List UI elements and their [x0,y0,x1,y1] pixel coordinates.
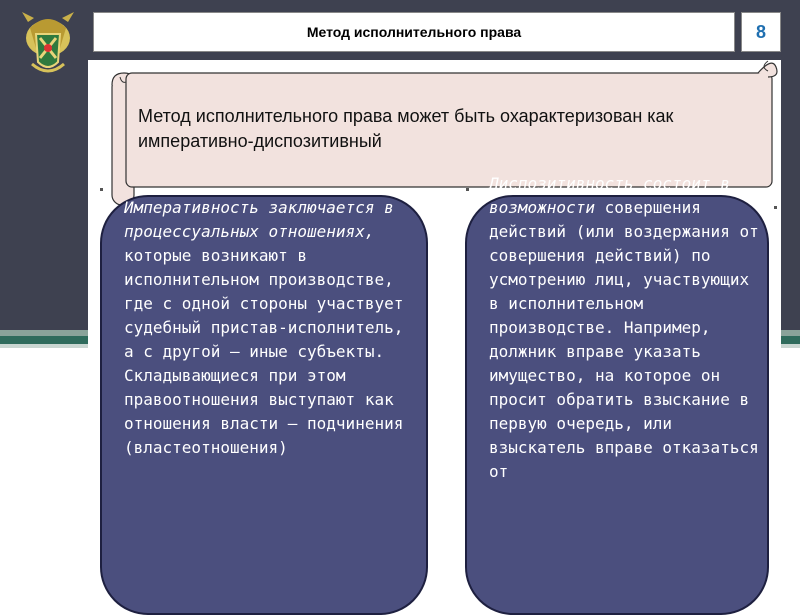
title-bar [93,12,735,52]
dispositive-description: совершения действий (или воздержания от совершения действий) по усмотрению лиц, участвующих в исполнительном производстве. Например, должник вправе указать имущество, на которое он просит обратить взыскание в первую очередь, или взыскатель вправе отказаться от [489,198,759,481]
decor-dot [774,206,777,209]
dispositive-term: Диспозитивность состоит в возможности [489,174,730,217]
dispositive-text [489,172,761,484]
page-title: Метод исполнительного права [306,24,522,40]
scroll-text: Метод исполнительного права может быть охарактеризован как императивно-диспозитивный [138,106,674,151]
imperative-text [124,196,414,460]
slide-number-box [741,12,781,52]
decor-dot [466,188,469,191]
slide-number: 8 [755,21,766,42]
decor-dot [100,188,103,191]
imperative-term: Императивность заключается в процессуальных отношениях, [124,198,394,241]
emblem-icon [20,8,76,80]
imperative-description: которые возникают в исполнительном производстве, где с одной стороны участвует судебный пристав-исполнитель, а с другой – иные субъекты. Складывающиеся при этом правоотношения выступают как отношения власти – подчинения (властеотношения) [124,246,404,457]
